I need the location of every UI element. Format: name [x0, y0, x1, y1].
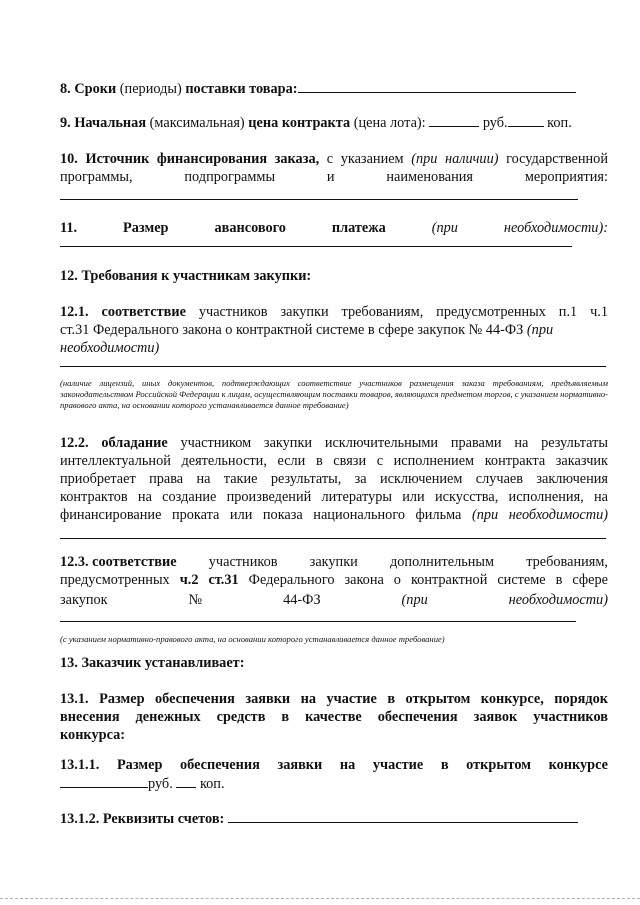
section-13-1-line3: конкурса:: [60, 727, 125, 743]
section-9: 9. Начальная (максимальная) цена контракта (цена лота): руб. коп.: [60, 112, 608, 133]
section-12-3-line2: предусмотренных ч.2 ст.31 Федерального закона о контрактной системе в сфере: [60, 572, 609, 588]
price-kop-blank[interactable]: [508, 112, 544, 127]
section-12-3-line3: закупок № 44-ФЗ (при необходимости): [60, 592, 608, 608]
section-12-1-line1: 12.1. соответствие участников закупки требованиям, предусмотренных п.1 ч.1: [60, 304, 608, 320]
section-12-3-note: (с указанием нормативно-правового акта, на основании которого устанавливается данное требование): [60, 633, 445, 644]
delivery-period-blank[interactable]: [298, 78, 576, 93]
funding-source-blank[interactable]: [60, 199, 578, 200]
section-12-3-line1: 12.3. соответствие участников закупки дополнительным требованиям,: [60, 554, 608, 570]
section-12-2-line2: интеллектуальной деятельности, если в связи с исполнением контракта заказчик: [60, 453, 608, 469]
section-12-2-line4: контрактов на создание произведений литературы или искусства, исполнения, на: [60, 489, 608, 505]
section-12-1-line2: ст.31 Федерального закона о контрактной системе в сфере закупок № 44-ФЗ (при: [60, 322, 554, 338]
section-13-1-line1: 13.1. Размер обеспечения заявки на участие в открытом конкурсе, порядок: [60, 691, 608, 707]
section-8: 8. Сроки (периоды) поставки товара:: [60, 78, 608, 99]
section-10-line2: программы, подпрограммы и наименования мероприятия:: [60, 169, 608, 185]
section-12-1-line3: необходимости): [60, 340, 160, 356]
section-10-line1: 10. Источник финансирования заказа, с указанием (при наличии) государственной: [60, 151, 608, 167]
advance-payment-blank[interactable]: [60, 246, 572, 247]
section-12-2-line1: 12.2. обладание участником закупки исключительными правами на результаты: [60, 435, 608, 451]
section-12-1-note: (наличие лицензий, иных документов, подтверждающих соответствие участников размещения заказа требованиям, предъявляемым законодательством Российской Федерации к лицам, осуществляющим поставки товаров, являющихся предметом торгов, с указанием нормативно-правового акта, на основании которого устанавливается данное требование): [60, 377, 608, 410]
section-11: 11. Размер авансового платежа (при необходимости):: [60, 220, 608, 236]
section-13-title: 13. Заказчик устанавливает:: [60, 655, 245, 671]
page-bottom-edge: [0, 898, 640, 899]
price-rub-blank[interactable]: [429, 112, 479, 127]
section-13-1-2: 13.1.2. Реквизиты счетов:: [60, 808, 608, 829]
requirements-12-3-blank[interactable]: [60, 621, 576, 622]
section-12-2-line3: приобретает права на такие результаты, за исключением случаев заключения: [60, 471, 608, 487]
section-13-1-1-line1: 13.1.1. Размер обеспечения заявки на участие в открытом конкурсе: [60, 757, 608, 773]
section-12-2-line5: финансирование проката или показа национального фильма (при необходимости): [60, 507, 608, 523]
bid-security-kop-blank[interactable]: [176, 773, 196, 788]
section-13-1-1-line2: руб. коп.: [60, 773, 608, 794]
section-12-title: 12. Требования к участникам закупки:: [60, 268, 312, 284]
section-13-1-line2: внесения денежных средств в качестве обеспечения заявок участников: [60, 709, 608, 725]
requirements-12-1-blank[interactable]: [60, 366, 606, 367]
bank-accounts-blank[interactable]: [228, 808, 578, 823]
requirements-12-2-blank[interactable]: [60, 538, 606, 539]
bid-security-rub-blank[interactable]: [60, 773, 148, 788]
